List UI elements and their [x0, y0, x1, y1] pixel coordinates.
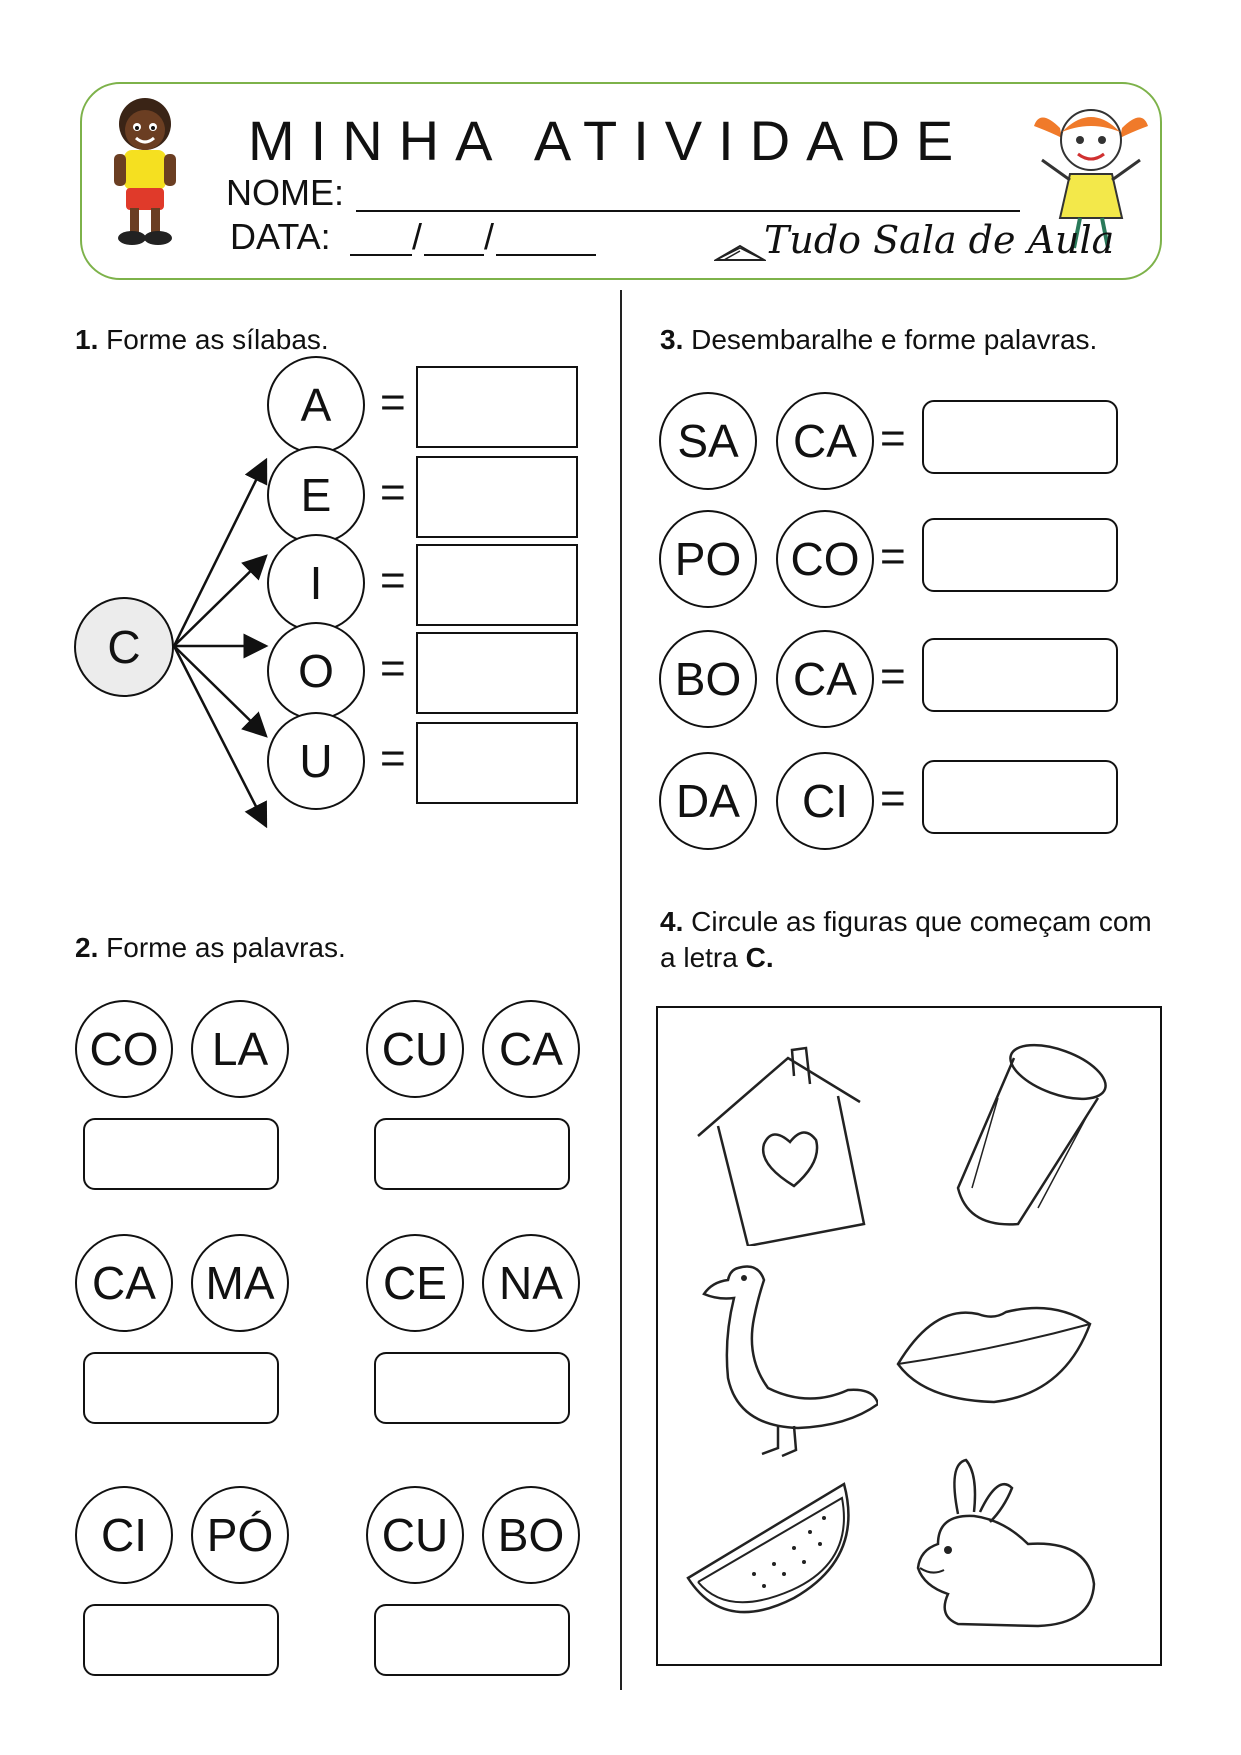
syllable-circle: PÓ: [191, 1486, 289, 1584]
word-answer-box[interactable]: [922, 638, 1118, 712]
equals-sign: =: [880, 532, 906, 581]
equals-sign: =: [380, 556, 406, 605]
glass-icon[interactable]: [948, 1038, 1118, 1238]
name-label: NOME:: [226, 172, 345, 213]
syllable-circle: CA: [776, 630, 874, 728]
syllable-circle: CI: [75, 1486, 173, 1584]
watermelon-icon[interactable]: [684, 1478, 864, 1628]
equals-sign: =: [880, 774, 906, 823]
syllable-circle: NA: [482, 1234, 580, 1332]
syllable-answer-box[interactable]: [416, 366, 578, 448]
vowel-circle: I: [267, 534, 365, 632]
syllable-circle: PO: [659, 510, 757, 608]
syllable-circle: CI: [776, 752, 874, 850]
equals-sign: =: [380, 734, 406, 783]
lips-icon[interactable]: [894, 1294, 1094, 1414]
equals-sign: =: [880, 414, 906, 463]
column-divider: [620, 290, 622, 1690]
syllable-circle: CA: [482, 1000, 580, 1098]
syllable-circle: DA: [659, 752, 757, 850]
word-answer-box[interactable]: [922, 760, 1118, 834]
exercise-4-heading-line2: a letra C.: [660, 942, 774, 973]
vowel-circle: E: [267, 446, 365, 544]
syllable-circle: CU: [366, 1486, 464, 1584]
syllable-circle: SA: [659, 392, 757, 490]
vowel-circle: O: [267, 622, 365, 720]
word-answer-box[interactable]: [922, 518, 1118, 592]
equals-sign: =: [880, 652, 906, 701]
word-answer-box[interactable]: [374, 1118, 570, 1190]
exercise-4-heading: 4. Circule as figuras que começam com: [660, 906, 1152, 937]
syllable-circle: LA: [191, 1000, 289, 1098]
syllable-circle: BO: [659, 630, 757, 728]
date-day-field[interactable]: [350, 252, 412, 256]
syllable-circle: CA: [75, 1234, 173, 1332]
date-separator: /: [484, 216, 495, 257]
vowel-circle: A: [267, 356, 365, 454]
syllable-circle: MA: [191, 1234, 289, 1332]
syllable-circle: CA: [776, 392, 874, 490]
exercise-3-heading: 3. Desembaralhe e forme palavras.: [660, 324, 1098, 355]
brand-logo-text: Tudo Sala de Aula: [764, 218, 1115, 262]
syllable-answer-box[interactable]: [416, 722, 578, 804]
date-separator: /: [412, 216, 423, 257]
syllable-circle: CO: [75, 1000, 173, 1098]
equals-sign: =: [380, 644, 406, 693]
vowel-circle: U: [267, 712, 365, 810]
date-label: DATA:: [230, 216, 331, 257]
date-month-field[interactable]: [424, 252, 484, 256]
word-answer-box[interactable]: [374, 1352, 570, 1424]
syllable-circle: CE: [366, 1234, 464, 1332]
syllable-answer-box[interactable]: [416, 456, 578, 538]
book-logo-icon: [714, 224, 766, 264]
rabbit-icon[interactable]: [908, 1454, 1108, 1634]
syllable-circle: BO: [482, 1486, 580, 1584]
equals-sign: =: [380, 468, 406, 517]
date-year-field[interactable]: [496, 252, 596, 256]
pictures-frame: [656, 1006, 1162, 1666]
word-answer-box[interactable]: [374, 1604, 570, 1676]
exercise-1-heading: 1. Forme as sílabas.: [75, 324, 329, 355]
duck-icon[interactable]: [698, 1258, 878, 1458]
word-answer-box[interactable]: [922, 400, 1118, 474]
equals-sign: =: [380, 378, 406, 427]
source-letter-circle: C: [74, 597, 174, 697]
name-field[interactable]: [356, 208, 1020, 212]
syllable-circle: CO: [776, 510, 874, 608]
house-icon[interactable]: [688, 1046, 868, 1246]
exercise-2-heading: 2. Forme as palavras.: [75, 932, 346, 963]
syllable-answer-box[interactable]: [416, 544, 578, 626]
syllable-answer-box[interactable]: [416, 632, 578, 714]
page-title: MINHA ATIVIDADE: [248, 109, 970, 172]
word-answer-box[interactable]: [83, 1604, 279, 1676]
word-answer-box[interactable]: [83, 1118, 279, 1190]
boy-illustration-icon: [100, 92, 190, 250]
word-answer-box[interactable]: [83, 1352, 279, 1424]
syllable-circle: CU: [366, 1000, 464, 1098]
